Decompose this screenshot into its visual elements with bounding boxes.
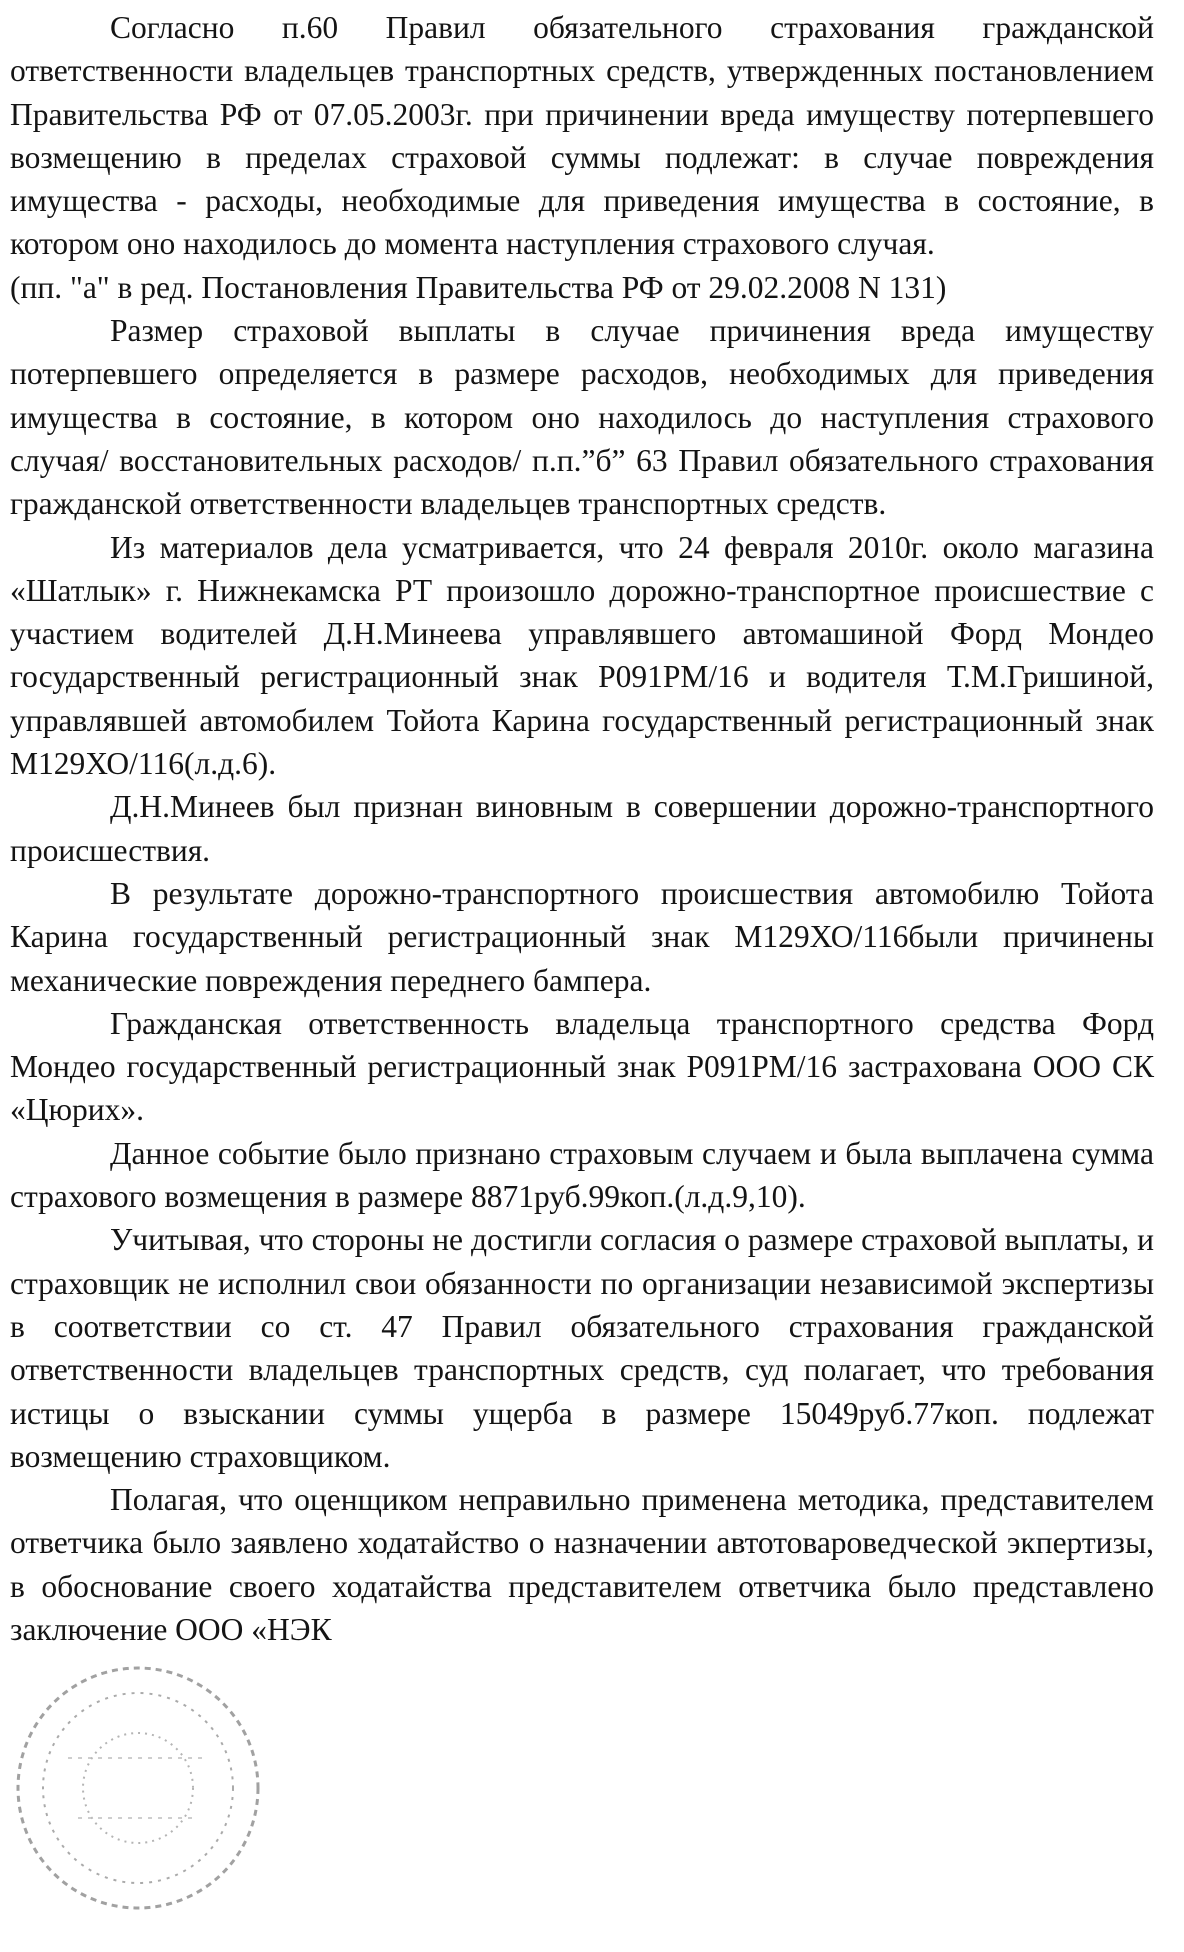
paragraph-case-materials: Из материалов дела усматривается, что 24 февраля 2010г. около магазина «Шатлык» г. Нижнекамска РТ произошло дорожно-транспортное происшествие с участием водителей Д.Н.Минеева управлявшего автомашиной Форд Мондео государственный регистрационный знак Р091РМ/16 и водителя Т.М.Гришиной, управлявшей автомобилем Тойота Карина государственный регистрационный знак М129ХО/116(л.д.6). xyxy=(10,529,1154,782)
paragraph-guilty-driver: Д.Н.Минеев был признан виновным в совершении дорожно-транспортного происшествия. xyxy=(10,789,1154,868)
document-body xyxy=(10,6,1154,1651)
paragraph-expertise-motion: Полагая, что оценщиком неправильно применена методика, представителем ответчика было заявлено ходатайство о назначении автотовароведческой экпертизы, в обоснование своего ходатайства представителем ответчика было представлено заключение ООО «НЭК xyxy=(10,1482,1154,1647)
paragraph-amendment-note: (пп. "а" в ред. Постановления Правительства РФ от 29.02.2008 N 131) xyxy=(10,269,947,305)
paragraph-rules-p60: Согласно п.60 Правил обязательного страхования гражданской ответственности владельцев транспортных средств, утвержденных постановлением Правительства РФ от 07.05.2003г. при причинении вреда имуществу потерпевшего возмещению в пределах страховой суммы подлежат: в случае повреждения имущества - расходы, необходимые для приведения имущества в состояние, в котором оно находилось до момента наступления страхового случая. xyxy=(10,10,1154,262)
paragraph-payment-size: Размер страховой выплаты в случае причинения вреда имуществу потерпевшего определяется в размере расходов, необходимых для приведения имущества в состояние, в котором оно находилось до наступления страхового случая/ восстановительных расходов/ п.п.”б” 63 Правил обязательного страхования гражданской ответственности владельцев транспортных средств. xyxy=(10,313,1154,522)
paragraph-insurance-payout: Данное событие было признано страховым случаем и была выплачена сумма страхового возмещения в размере 8871руб.99коп.(л.д.9,10). xyxy=(10,1135,1154,1215)
paragraph-damage: В результате дорожно-транспортного происшествия автомобилю Тойота Карина государственный регистрационный знак М129ХО/116были причинены механические повреждения переднего бампера. xyxy=(10,875,1154,998)
paragraph-court-opinion: Учитывая, что стороны не достигли согласия о размере страховой выплаты, и страховщик не исполнил свои обязанности по организации независимой экспертизы в соответствии со ст. 47 Правил обязательного страхования гражданской ответственности владельцев транспортных средств, суд полагает, что требования истицы о взыскании суммы ущерба в размере 15049руб.77коп. подлежат возмещению страховщиком. xyxy=(10,1222,1154,1474)
paragraph-insurance-liability: Гражданская ответственность владельца транспортного средства Форд Мондео государственный регистрационный знак Р091РМ/16 застрахована ООО СК «Цюрих». xyxy=(10,1005,1154,1128)
court-seal-stamp xyxy=(8,1608,268,1952)
